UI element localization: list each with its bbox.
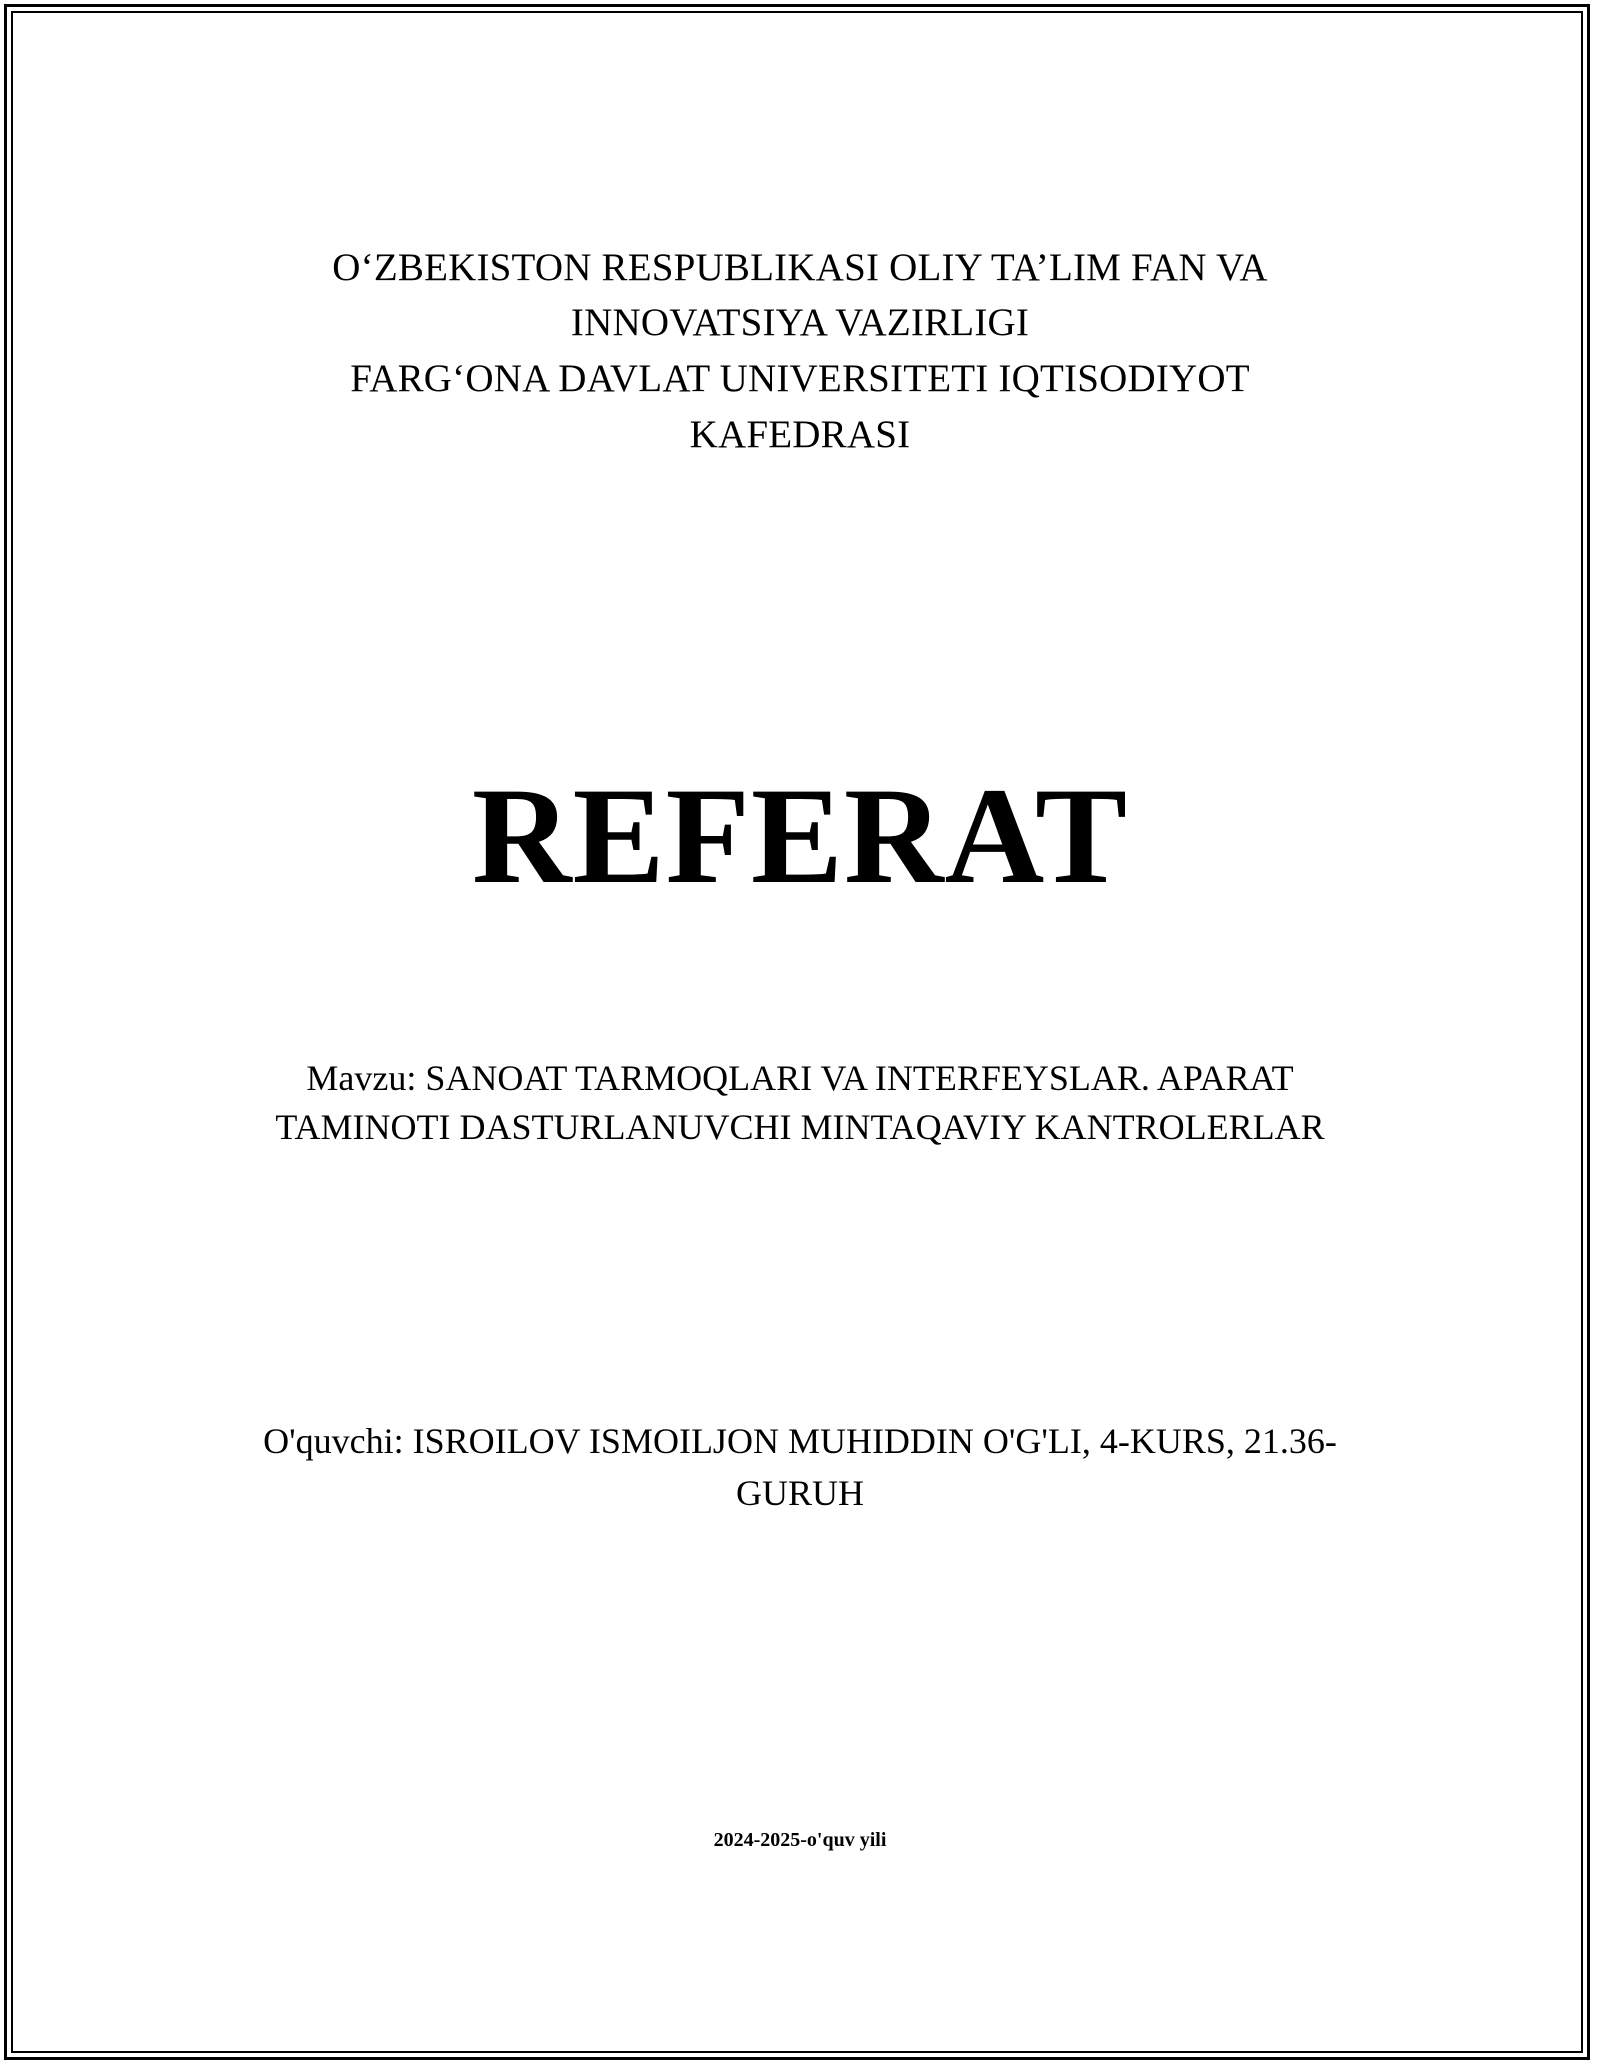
student-line-2: GURUH xyxy=(735,1473,864,1513)
topic-line-2: TAMINOTI DASTURLANUVCHI MINTAQAVIY KANTROLERLAR xyxy=(275,1107,1325,1147)
topic-line-1: Mavzu: SANOAT TARMOQLARI VA INTERFEYSLAR. APARAT xyxy=(306,1058,1294,1098)
academic-year: 2024-2025-o'quv yili xyxy=(713,1829,887,1851)
ministry-line-2: INNOVATSIYA VAZIRLIGI xyxy=(570,301,1030,344)
student-line-1: O'quvchi: ISROILOV ISMOILJON MUHIDDIN O'G'LI, 4-KURS, 21.36- xyxy=(263,1421,1337,1461)
document-title: REFERAT xyxy=(471,759,1129,912)
university-line-1: FARG‘ONA DAVLAT UNIVERSITETI IQTISODIYOT xyxy=(350,357,1250,400)
ministry-line-1: O‘ZBEKISTON RESPUBLIKASI OLIY TA’LIM FAN VA xyxy=(332,246,1268,289)
university-line-2: KAFEDRASI xyxy=(689,413,911,456)
